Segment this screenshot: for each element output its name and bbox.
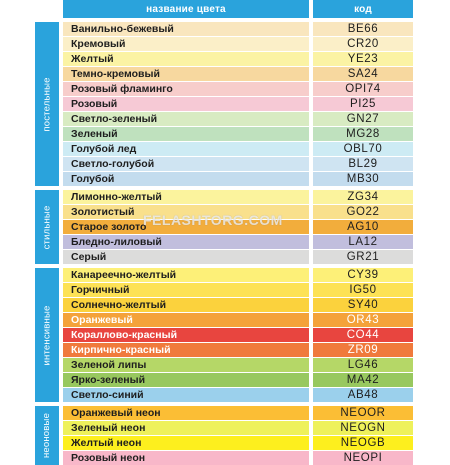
color-code-cell: LA12 — [313, 235, 413, 249]
color-name-cell: Светло-голубой — [63, 157, 309, 171]
color-name-cell: Кораллово-красный — [63, 328, 309, 342]
color-code-cell: MG28 — [313, 127, 413, 141]
group-label-text: стильные — [41, 205, 53, 249]
color-code-cell: CO44 — [313, 328, 413, 342]
table-row — [63, 268, 413, 282]
color-name-cell: Зеленый — [63, 127, 309, 141]
color-name-cell: Розовый неон — [63, 451, 309, 465]
color-name-cell: Розовый — [63, 97, 309, 111]
table-row — [63, 436, 413, 450]
color-name-cell: Золотистый — [63, 205, 309, 219]
color-name-cell: Оранжевый неон — [63, 406, 309, 420]
color-code-cell: CY39 — [313, 268, 413, 282]
color-code-cell: OPI74 — [313, 82, 413, 96]
color-code-cell: IG50 — [313, 283, 413, 297]
color-name-cell: Розовый фламинго — [63, 82, 309, 96]
color-code-cell: BE66 — [313, 22, 413, 36]
group-label — [35, 190, 59, 264]
color-code-cell: ZR09 — [313, 343, 413, 357]
color-code-cell: OBL70 — [313, 142, 413, 156]
header-code: код — [313, 0, 413, 18]
table-row — [63, 142, 413, 156]
table-row — [63, 343, 413, 357]
table-row — [63, 97, 413, 111]
table-row — [63, 235, 413, 249]
color-name-cell: Солнечно-желтый — [63, 298, 309, 312]
color-name-cell: Бледно-лиловый — [63, 235, 309, 249]
color-code-cell: BL29 — [313, 157, 413, 171]
color-name-cell: Старое золото — [63, 220, 309, 234]
table-row — [63, 373, 413, 387]
table-row — [63, 451, 413, 465]
color-name-cell: Лимонно-желтый — [63, 190, 309, 204]
color-name-cell: Голубой — [63, 172, 309, 186]
table-row — [63, 250, 413, 264]
color-code-cell: AB48 — [313, 388, 413, 402]
color-name-cell: Темно-кремовый — [63, 67, 309, 81]
color-name-cell: Ванильно-бежевый — [63, 22, 309, 36]
color-name-cell: Оранжевый — [63, 313, 309, 327]
color-name-cell: Светло-зеленый — [63, 112, 309, 126]
table-row — [63, 298, 413, 312]
color-code-cell: NEOGN — [313, 421, 413, 435]
color-code-cell: ZG34 — [313, 190, 413, 204]
table-row — [63, 328, 413, 342]
color-code-cell: NEOOR — [313, 406, 413, 420]
table-row — [63, 406, 413, 420]
table-row — [63, 172, 413, 186]
color-code-cell: GO22 — [313, 205, 413, 219]
watermark-text: FELASHTORG.COM — [143, 212, 283, 228]
table-row — [63, 358, 413, 372]
color-name-cell: Желтый — [63, 52, 309, 66]
group-label-text: неоновые — [41, 412, 53, 459]
table-row — [63, 283, 413, 297]
table-row — [63, 52, 413, 66]
table-row — [63, 82, 413, 96]
group-label — [35, 406, 59, 465]
color-chart-table — [35, 0, 413, 464]
color-name-cell: Ярко-зеленый — [63, 373, 309, 387]
group-label — [35, 268, 59, 402]
color-name-cell: Горчичный — [63, 283, 309, 297]
color-code-cell: MA42 — [313, 373, 413, 387]
color-name-cell: Голубой лед — [63, 142, 309, 156]
table-row — [63, 112, 413, 126]
table-row — [63, 157, 413, 171]
color-name-cell: Кирпично-красный — [63, 343, 309, 357]
color-code-cell: SY40 — [313, 298, 413, 312]
color-name-cell: Зеленый неон — [63, 421, 309, 435]
table-row — [63, 388, 413, 402]
table-row — [63, 22, 413, 36]
color-name-cell: Серый — [63, 250, 309, 264]
table-row — [63, 37, 413, 51]
table-row — [63, 313, 413, 327]
table-row — [63, 220, 413, 234]
color-code-cell: PI25 — [313, 97, 413, 111]
color-code-cell: YE23 — [313, 52, 413, 66]
color-code-cell: MB30 — [313, 172, 413, 186]
color-name-cell: Желтый неон — [63, 436, 309, 450]
table-row — [63, 205, 413, 219]
header-color-name: название цвета — [63, 0, 309, 18]
color-code-cell: OR43 — [313, 313, 413, 327]
color-code-cell: AG10 — [313, 220, 413, 234]
color-name-cell: Кремовый — [63, 37, 309, 51]
color-code-cell: NEOPI — [313, 451, 413, 465]
color-code-cell: LG46 — [313, 358, 413, 372]
color-code-cell: NEOGB — [313, 436, 413, 450]
table-row — [63, 421, 413, 435]
color-code-cell: CR20 — [313, 37, 413, 51]
group-label-text: постельные — [41, 76, 53, 132]
color-code-cell: SA24 — [313, 67, 413, 81]
color-name-cell: Канареечно-желтый — [63, 268, 309, 282]
color-name-cell: Зеленой липы — [63, 358, 309, 372]
color-code-cell: GN27 — [313, 112, 413, 126]
group-label-text: интенсивные — [41, 305, 53, 365]
table-row — [63, 67, 413, 81]
color-code-cell: GR21 — [313, 250, 413, 264]
color-name-cell: Светло-синий — [63, 388, 309, 402]
table-row — [63, 190, 413, 204]
table-row — [63, 127, 413, 141]
group-label — [35, 22, 59, 186]
